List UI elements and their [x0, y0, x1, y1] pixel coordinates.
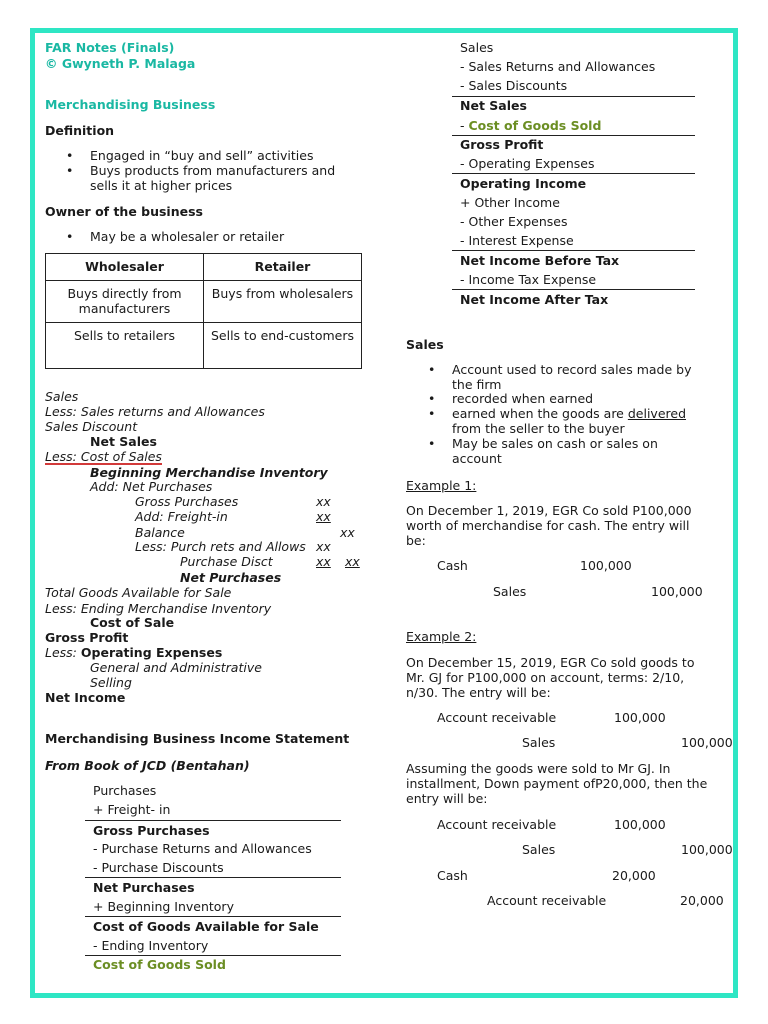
- example-text: Assuming the goods were sold to Mr GJ. In: [406, 761, 671, 776]
- bullet-dot: •: [428, 362, 436, 377]
- is-line: - Other Expenses: [460, 214, 568, 229]
- comp-purch-disct: Purchase Disct: [180, 554, 273, 569]
- less-prefix: Less:: [45, 645, 77, 660]
- comp-tgas: Total Goods Available for Sale: [45, 585, 232, 600]
- example-text: worth of merchandise for cash. The entry will: [406, 518, 690, 533]
- comp-sales: Sales: [45, 389, 79, 404]
- entry-account: Sales: [522, 735, 556, 750]
- example-text: be:: [406, 533, 426, 548]
- comp-less-opex: [45, 645, 222, 660]
- comp-cost-of-sale: Cost of Sale: [90, 615, 175, 630]
- divider: [452, 289, 695, 290]
- comp-add-net-purch: Add: Net Purchases: [90, 479, 213, 494]
- book-heading: From Book of JCD (Bentahan): [45, 758, 250, 773]
- example-text: n/30. The entry will be:: [406, 685, 551, 700]
- comp-sales-discount: Sales Discount: [45, 419, 138, 434]
- definition-item: sells it at higher prices: [90, 178, 233, 193]
- entry-account: Sales: [493, 584, 527, 599]
- divider: [85, 955, 341, 956]
- is-line: - Operating Expenses: [460, 156, 595, 171]
- comp-net-purch: Net Purchases: [180, 570, 282, 585]
- is-line: [460, 118, 601, 133]
- prefix: -: [460, 118, 469, 133]
- bullet-underlined: delivered: [627, 406, 687, 421]
- comp-less-purch-rets: Less: Purch rets and Allows: [135, 539, 306, 554]
- sales-bullet: recorded when earned: [452, 391, 594, 406]
- amount-xx: xx: [340, 525, 355, 540]
- entry-credit: 20,000: [680, 893, 724, 908]
- entry-account: Account receivable: [437, 817, 557, 832]
- table-header: Retailer: [204, 254, 362, 281]
- book-line-cogs: Cost of Goods Sold: [93, 957, 226, 972]
- is-line: Sales: [460, 40, 494, 55]
- example-2-label: Example 2:: [406, 629, 477, 644]
- table-cell: Buys directly from manufacturers: [46, 281, 204, 323]
- example-text: On December 15, 2019, EGR Co sold goods to: [406, 655, 695, 670]
- table-cell: Buys from wholesalers: [204, 281, 362, 323]
- entry-debit: 100,000: [614, 817, 666, 832]
- is-line: - Sales Returns and Allowances: [460, 59, 656, 74]
- comp-less-returns: [45, 404, 265, 419]
- is-line: Net Sales: [460, 98, 527, 113]
- example-text: installment, Down payment ofP20,000, then the: [406, 776, 708, 791]
- less-returns-text: Sales returns and Allowances: [76, 404, 265, 419]
- table-header: Wholesaler: [46, 254, 204, 281]
- is-line: Gross Profit: [460, 137, 544, 152]
- entry-debit: 100,000: [614, 710, 666, 725]
- bullet-dot: •: [428, 406, 436, 421]
- comp-net-income: Net Income: [45, 690, 126, 705]
- book-line: + Beginning Inventory: [93, 899, 234, 914]
- is-line: Net Income After Tax: [460, 292, 609, 307]
- is-line: Operating Income: [460, 176, 587, 191]
- bullet-dot: •: [66, 148, 74, 163]
- book-line: - Ending Inventory: [93, 938, 209, 953]
- comp-gross-purch: Gross Purchases: [135, 494, 239, 509]
- less-prefix: Less:: [45, 404, 77, 419]
- notes-title: FAR Notes (Finals): [45, 40, 175, 55]
- definition-item: Buys products from manufacturers and: [90, 163, 336, 178]
- owner-heading: Owner of the business: [45, 204, 203, 219]
- entry-account: Account receivable: [487, 893, 607, 908]
- comp-gen-admin: General and Administrative: [90, 660, 262, 675]
- entry-credit: 100,000: [681, 735, 733, 750]
- amount-xx: xx: [316, 539, 331, 554]
- amount-xx: xx: [316, 554, 331, 569]
- divider: [85, 877, 341, 878]
- sales-bullet: May be sales on cash or sales on: [452, 436, 658, 451]
- sales-bullet: Account used to record sales made by: [452, 362, 692, 377]
- entry-debit: 100,000: [580, 558, 632, 573]
- table-cell: Sells to end-customers: [204, 323, 362, 369]
- wholesaler-retailer-table: [45, 253, 362, 369]
- book-line: Gross Purchases: [93, 823, 210, 838]
- comp-beg-inv: Beginning Merchandise Inventory: [90, 465, 328, 480]
- amount-xx: xx: [345, 554, 360, 569]
- comp-less-end-inv: Less: Ending Merchandise Inventory: [45, 601, 272, 616]
- divider: [452, 173, 695, 174]
- entry-credit: 100,000: [651, 584, 703, 599]
- divider: [85, 820, 341, 821]
- comp-add-freight: Add: Freight-in: [135, 509, 228, 524]
- is-heading: Merchandising Business Income Statement: [45, 731, 350, 746]
- is-line: Net Income Before Tax: [460, 253, 620, 268]
- book-line: Net Purchases: [93, 880, 195, 895]
- is-line: - Income Tax Expense: [460, 272, 597, 287]
- example-text: Mr. GJ for P100,000 on account, terms: 2/10,: [406, 670, 685, 685]
- sales-bullet: [452, 406, 686, 421]
- is-line: - Interest Expense: [460, 233, 574, 248]
- bullet-dot: •: [66, 229, 74, 244]
- sales-heading: Sales: [406, 337, 444, 352]
- owner-item: May be a wholesaler or retailer: [90, 229, 285, 244]
- entry-account: Sales: [522, 842, 556, 857]
- comp-less-cos: Less: Cost of Sales: [45, 449, 162, 464]
- bullet-dot: •: [428, 436, 436, 451]
- amount-xx: xx: [316, 494, 331, 509]
- divider: [85, 916, 341, 917]
- comp-selling: Selling: [90, 675, 132, 690]
- book-line: - Purchase Discounts: [93, 860, 224, 875]
- bullet-dot: •: [428, 391, 436, 406]
- entry-debit: 20,000: [612, 868, 656, 883]
- book-line: - Purchase Returns and Allowances: [93, 841, 312, 856]
- bullet-dot: •: [66, 163, 74, 178]
- divider: [452, 96, 695, 97]
- example-text: entry will be:: [406, 791, 488, 806]
- book-line: Cost of Goods Available for Sale: [93, 919, 319, 934]
- definition-item: Engaged in “buy and sell” activities: [90, 148, 314, 163]
- is-line: + Other Income: [460, 195, 560, 210]
- opex-text: Operating Expenses: [80, 645, 223, 660]
- comp-gross-profit: Gross Profit: [45, 630, 129, 645]
- table-cell: Sells to retailers: [46, 323, 204, 369]
- example-1-label: Example 1:: [406, 478, 477, 493]
- comp-net-sales: Net Sales: [90, 434, 157, 449]
- author-line: © Gwyneth P. Malaga: [45, 56, 196, 71]
- entry-account: Account receivable: [437, 710, 557, 725]
- divider: [452, 135, 695, 136]
- comp-balance: Balance: [135, 525, 185, 540]
- amount-xx: xx: [316, 509, 331, 524]
- entry-account: Cash: [437, 868, 468, 883]
- sales-bullet: from the seller to the buyer: [452, 421, 625, 436]
- sales-bullet: account: [452, 451, 502, 466]
- divider: [452, 250, 695, 251]
- definition-heading: Definition: [45, 123, 115, 138]
- is-cogs: Cost of Goods Sold: [468, 118, 602, 133]
- example-text: On December 1, 2019, EGR Co sold P100,000: [406, 503, 692, 518]
- book-line: Purchases: [93, 783, 157, 798]
- is-line: - Sales Discounts: [460, 78, 568, 93]
- sales-bullet: the firm: [452, 377, 502, 392]
- entry-account: Cash: [437, 558, 468, 573]
- book-line: + Freight- in: [93, 802, 171, 817]
- section-title: Merchandising Business: [45, 97, 216, 112]
- entry-credit: 100,000: [681, 842, 733, 857]
- bullet-text: earned when the goods are: [452, 406, 628, 421]
